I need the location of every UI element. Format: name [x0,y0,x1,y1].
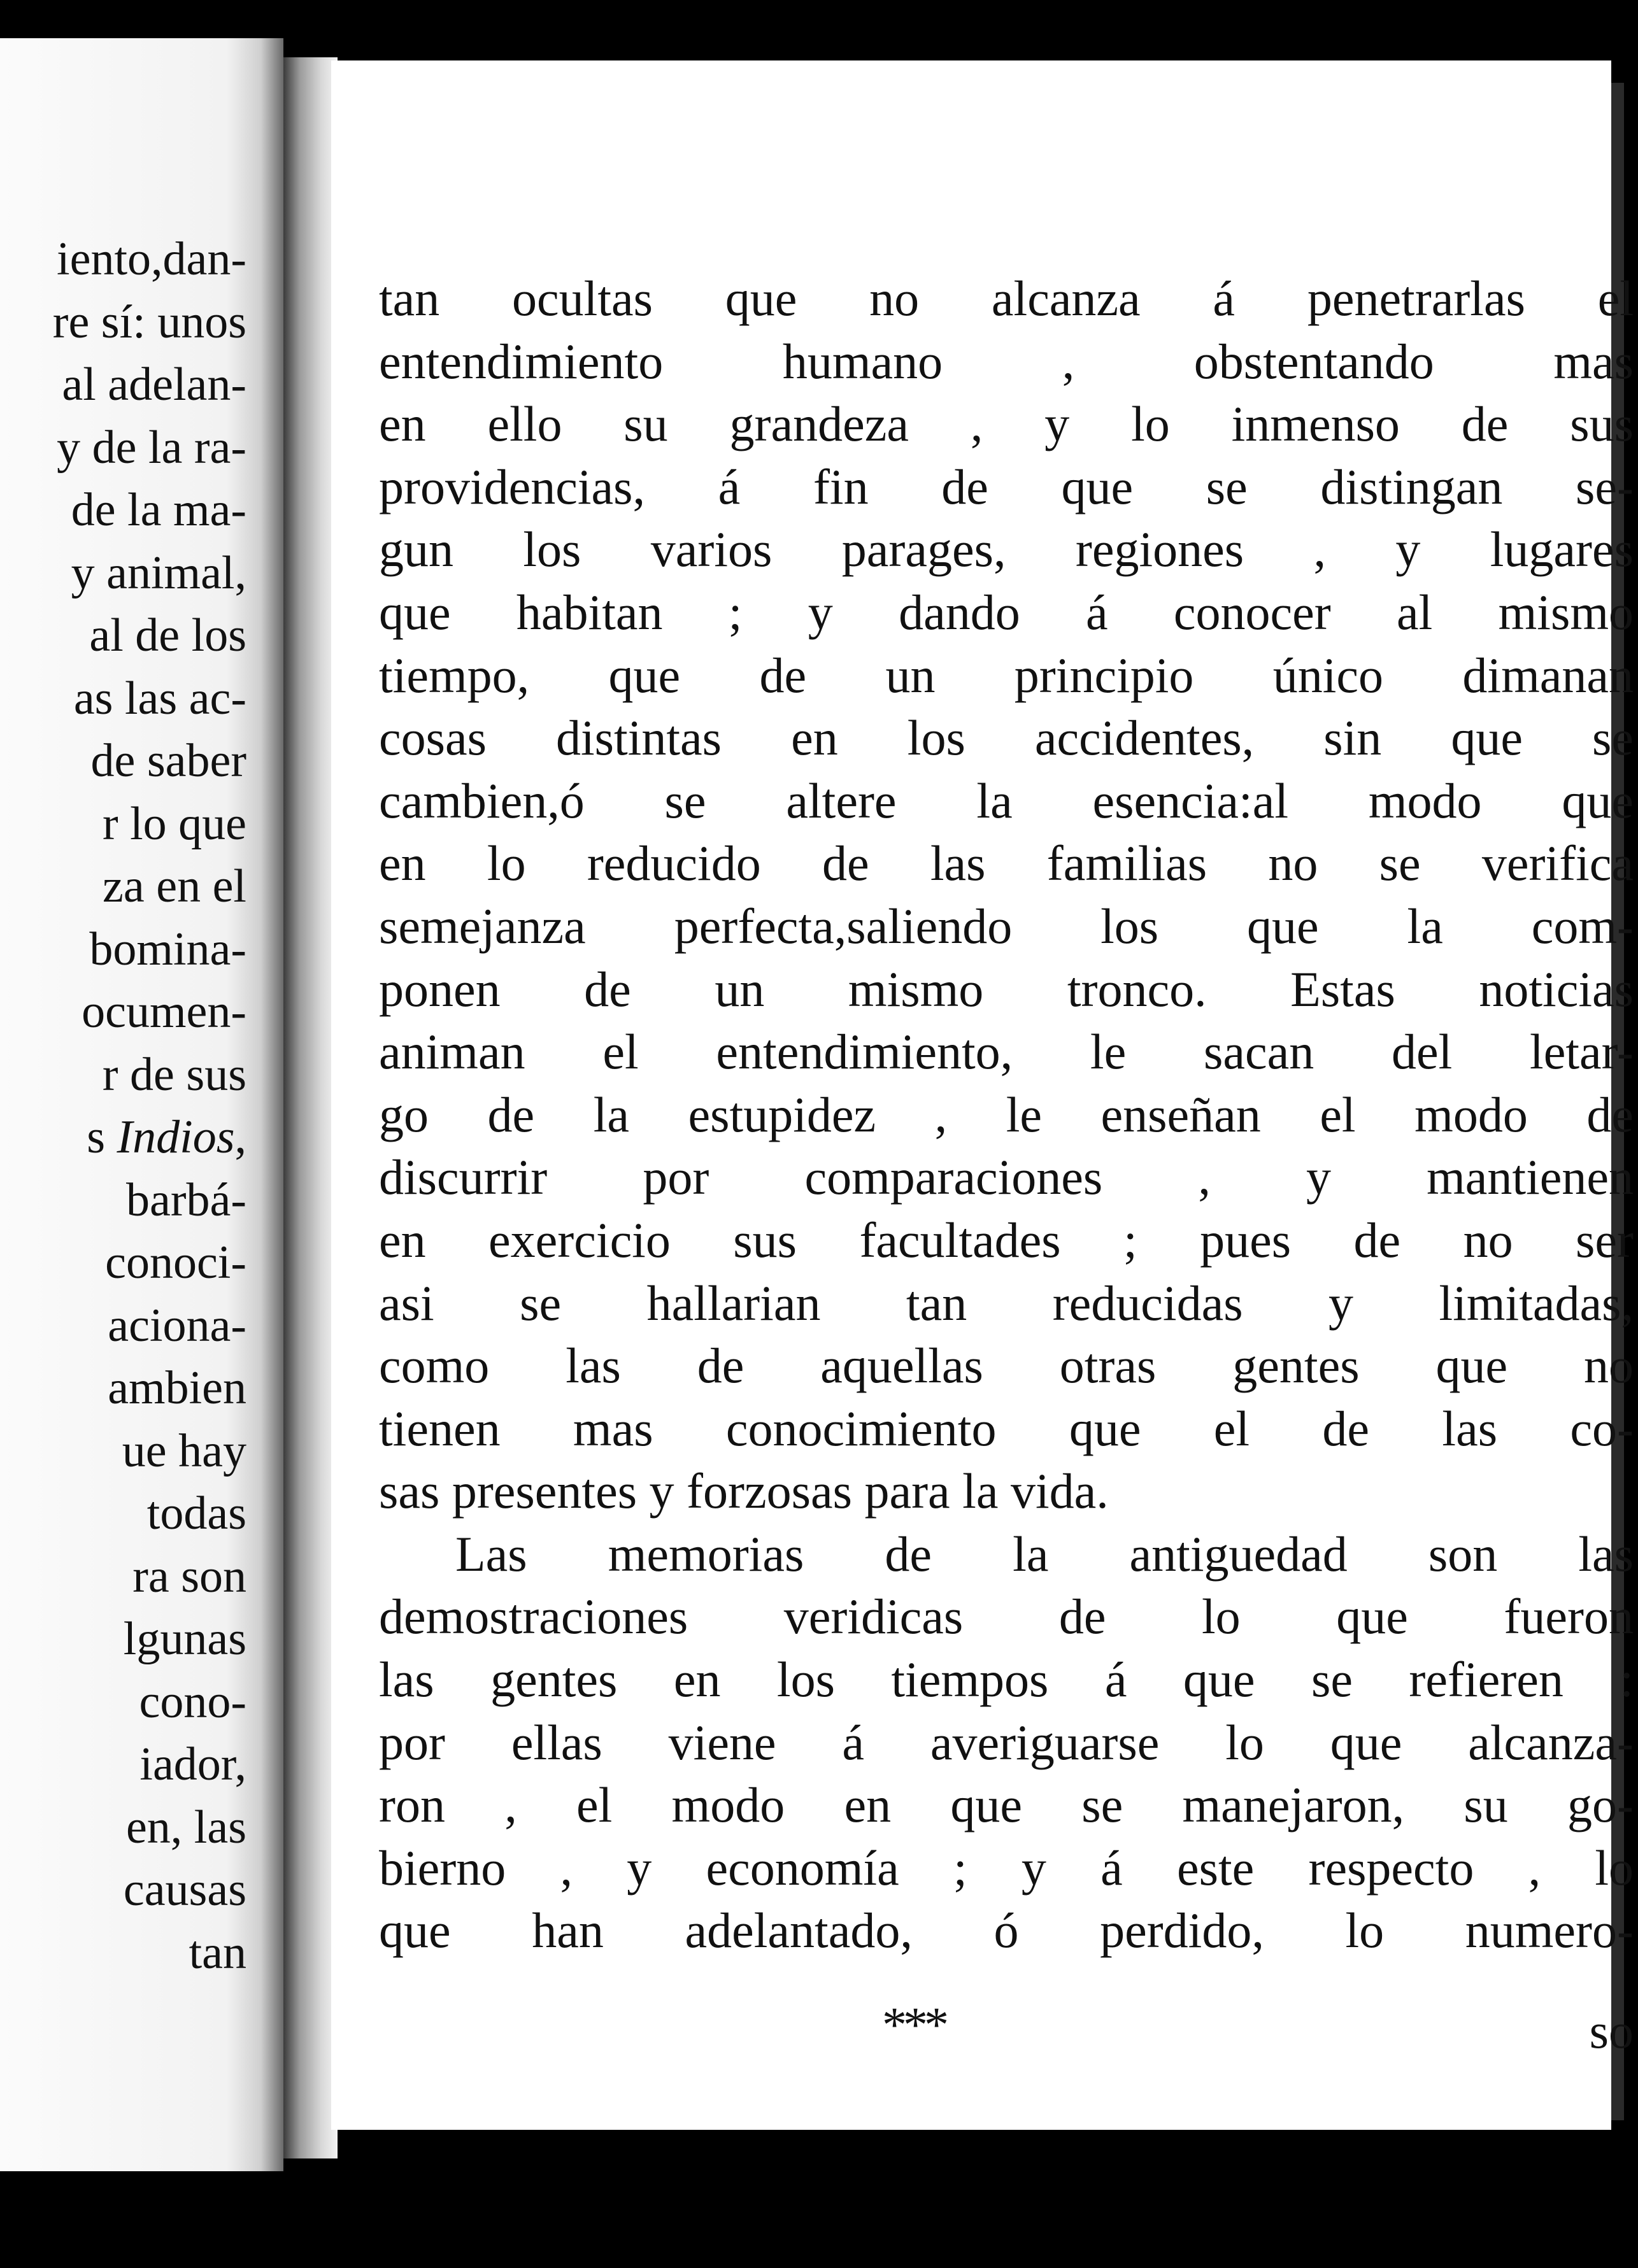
left-line: aciona- [108,1299,246,1352]
left-line: y animal, [71,546,246,599]
page-footer [379,1996,1634,2060]
left-line: ambien [108,1362,246,1414]
left-line: za en el [103,860,246,912]
text-line: ron , el modo en que se manejaron, su go- [379,1777,1634,1833]
text-line: en lo reducido de las familias no se verifica [379,835,1634,891]
left-page-text-fragment [53,228,246,1984]
left-line: ra son [132,1550,246,1603]
text-line: como las de aquellas otras gentes que no [379,1338,1634,1394]
left-line: r de sus [102,1048,246,1101]
text-line: en exercicio sus facultades ; pues de no ser [379,1212,1634,1268]
book-gutter [283,57,338,2158]
text-line: que habitan ; y dando á conocer al mismo [379,584,1634,640]
left-line: al adelan- [62,358,246,411]
left-line: ue hay [122,1424,246,1477]
left-line: iador, [139,1738,246,1790]
left-line: cono- [139,1675,246,1728]
text-line: animan el entendimiento, le sacan del letar- [379,1024,1634,1080]
text-line: las gentes en los tiempos á que se refieren : [379,1652,1634,1708]
text-line: tan ocultas que no alcanza á penetrarlas el [379,271,1634,326]
text-line: demostraciones veridicas de lo que fueron [379,1589,1634,1645]
text-line: semejanza perfecta,saliendo los que la com- [379,898,1634,954]
left-line: iento,dan- [57,233,246,285]
left-line: r lo que [102,797,246,850]
right-page [331,60,1634,2130]
left-line: bomina- [89,923,246,975]
italic-word: Indios [117,1111,235,1163]
left-line: ocumen- [82,986,246,1038]
text-line: gun los varios parages, regiones , y lugares [379,521,1634,578]
left-line: re sí: unos [52,295,246,348]
left-line: s Indios, [87,1111,246,1163]
left-line: as las ac- [73,672,246,725]
left-line: tan [189,1926,246,1979]
text-line: por ellas viene á averiguarse lo que alcanza- [379,1714,1634,1770]
text-line: que han adelantado, ó perdido, lo numero- [379,1903,1634,1959]
left-facing-page [0,38,283,2171]
text-line: tiempo, que de un principio único dimanan [379,647,1634,703]
text-line: asi se hallarian tan reducidas y limitadas, [379,1275,1634,1331]
left-line: al de los [89,609,246,662]
text-line: ponen de un mismo tronco. Estas noticias [379,961,1634,1017]
catchword: so [1589,2003,1634,2059]
text-line: tienen mas conocimiento que el de las co- [379,1400,1634,1456]
text-line: cosas distintas en los accidentes, sin que se [379,710,1634,766]
text-line: sas presentes y forzosas para la vida. [379,1463,1109,1519]
left-line: lgunas [123,1613,246,1665]
left-line: en, las [125,1801,246,1853]
text-line: cambien,ó se altere la esencia:al modo que [379,772,1634,828]
paragraph-start-line: Las memorias de la antiguedad son las [455,1526,1634,1582]
left-line: de la ma- [71,484,246,536]
text-line: discurrir por comparaciones , y mantienen [379,1149,1634,1205]
text-line: en ello su grandeza , y lo inmenso de sus [379,396,1634,452]
left-line: de saber [90,735,246,787]
text-line: providencias, á fin de que se distingan se- [379,458,1634,514]
left-line: todas [146,1487,246,1540]
text-line: go de la estupidez , le enseñan el modo de [379,1086,1634,1142]
left-line: barbá- [126,1173,246,1226]
text-line: entendimiento humano , obstentando mas [379,333,1634,389]
body-text [379,267,1634,1962]
left-line: y de la ra- [57,421,246,474]
left-line: conoci- [105,1237,246,1289]
text-line: bierno , y economía ; y á este respecto , lo [379,1839,1634,1896]
left-line: causas [123,1864,246,1916]
signature-mark: *** [882,1997,945,2052]
